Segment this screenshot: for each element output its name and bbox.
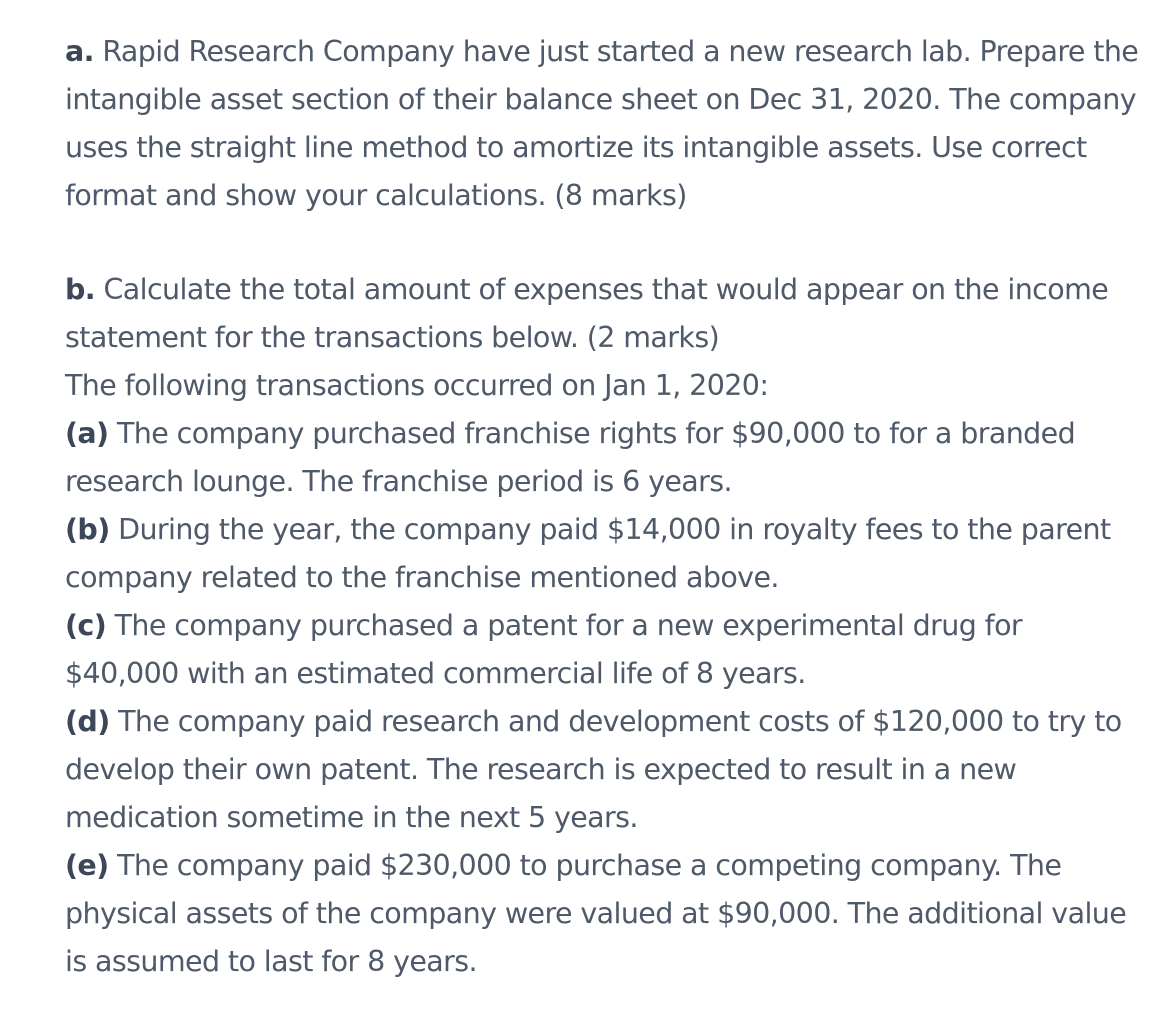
part-b-line-2: statement for the transactions below. (2 marks) <box>65 321 720 354</box>
transaction-a <box>65 410 1165 506</box>
transaction-c-line-2: $40,000 with an estimated commercial life of 8 years. <box>65 657 806 690</box>
part-a-line-2: intangible asset section of their balance sheet on Dec 31, 2020. The company <box>65 83 1137 116</box>
transaction-d-line-3: medication sometime in the next 5 years. <box>65 801 638 834</box>
part-a-line-1 <box>65 28 1165 76</box>
transaction-d <box>65 698 1165 842</box>
transaction-c-line-1 <box>65 602 1165 650</box>
transaction-e-text-1: The company paid $230,000 to purchase a competing company. The <box>117 849 1062 882</box>
part-a-label: a. <box>65 35 94 68</box>
transaction-a-line-2: research lounge. The franchise period is 6 years. <box>65 465 732 498</box>
transaction-e-line-2: physical assets of the company were valued at $90,000. The additional value <box>65 897 1127 930</box>
part-a-line-4: format and show your calculations. (8 marks) <box>65 179 687 212</box>
transaction-a-line-1 <box>65 410 1165 458</box>
part-b-line-1 <box>65 266 1165 314</box>
transaction-b-line-1 <box>65 506 1165 554</box>
transaction-e <box>65 842 1165 986</box>
transaction-d-line-1 <box>65 698 1165 746</box>
transactions-intro: The following transactions occurred on Jan 1, 2020: <box>65 369 769 402</box>
transaction-d-line-2: develop their own patent. The research is expected to result in a new <box>65 753 1017 786</box>
question-content <box>65 28 1165 986</box>
transaction-b-line-2: company related to the franchise mentioned above. <box>65 561 779 594</box>
part-a-paragraph <box>65 28 1165 220</box>
transaction-c-label: (c) <box>65 609 107 642</box>
transaction-a-label: (a) <box>65 417 109 450</box>
part-b-text-1: Calculate the total amount of expenses that would appear on the income <box>103 273 1109 306</box>
transaction-c <box>65 602 1165 698</box>
transaction-b-label: (b) <box>65 513 110 546</box>
transaction-e-line-3: is assumed to last for 8 years. <box>65 945 477 978</box>
transaction-b-text-1: During the year, the company paid $14,000 in royalty fees to the parent <box>118 513 1111 546</box>
part-b-label: b. <box>65 273 96 306</box>
transaction-e-label: (e) <box>65 849 109 882</box>
transaction-a-text-1: The company purchased franchise rights for $90,000 to for a branded <box>116 417 1076 450</box>
part-a-line-3: uses the straight line method to amortize its intangible assets. Use correct <box>65 131 1087 164</box>
transaction-e-line-1 <box>65 842 1165 890</box>
transaction-b <box>65 506 1165 602</box>
part-b-section <box>65 266 1165 986</box>
part-a-text-1: Rapid Research Company have just started a new research lab. Prepare the <box>102 35 1139 68</box>
transaction-c-text-1: The company purchased a patent for a new experimental drug for <box>114 609 1023 642</box>
transaction-d-label: (d) <box>65 705 110 738</box>
transaction-d-text-1: The company paid research and development costs of $120,000 to try to <box>118 705 1122 738</box>
